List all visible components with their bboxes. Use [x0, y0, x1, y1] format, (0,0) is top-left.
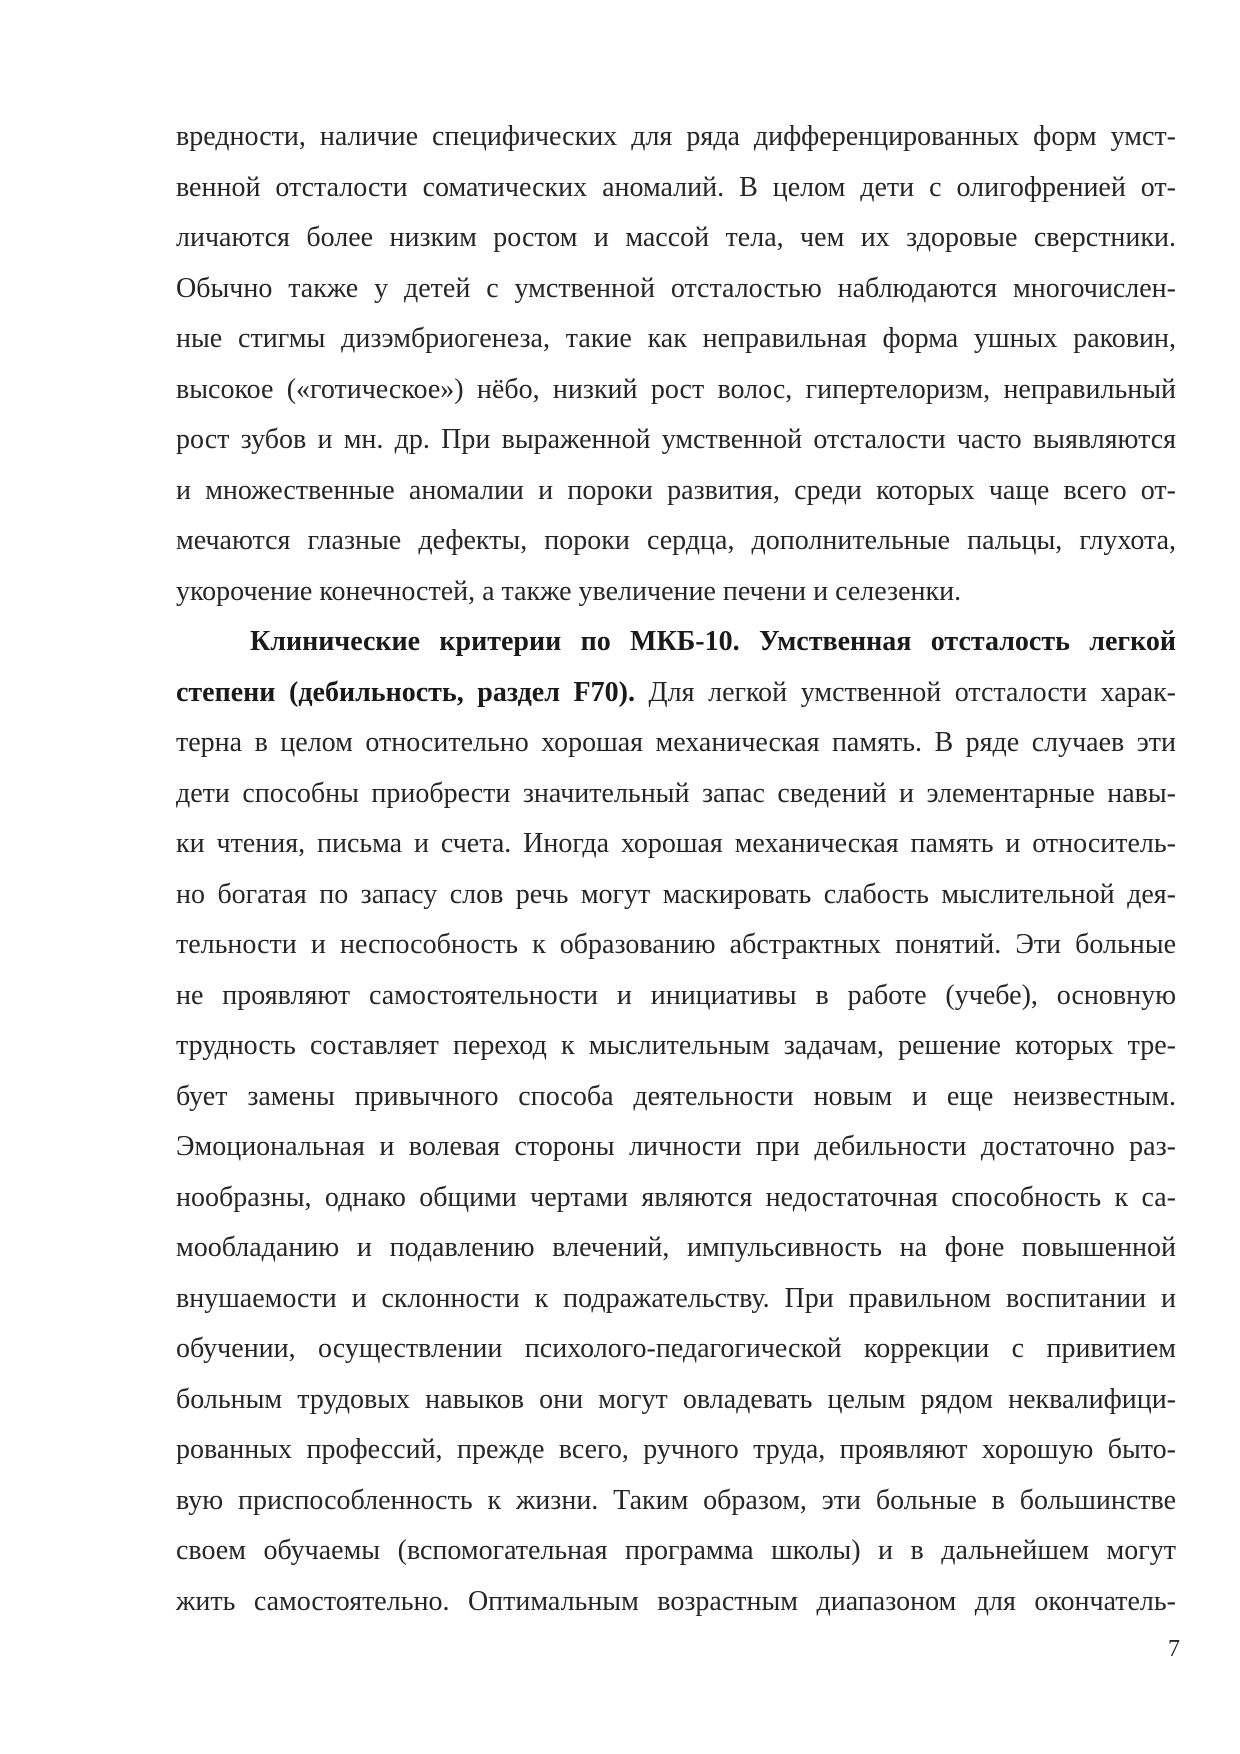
- text-line: Эмоциональная и волевая стороны личности при дебильности достаточно раз-: [176, 1131, 1176, 1162]
- text-line: но богатая по запасу слов речь могут маскировать слабость мыслительной дея-: [176, 878, 1176, 910]
- text-line: внушаемости и склонности к подражательству. При правильном воспитании и: [176, 1282, 1176, 1314]
- paragraph-1: [176, 112, 1176, 617]
- paragraph-2: [176, 617, 1176, 1627]
- text-line: венной отсталости соматических аномалий. В целом дети с олигофренией от-: [176, 171, 1176, 203]
- text-line: обучении, осуществлении психолого-педагогической коррекции с привитием: [176, 1333, 1176, 1364]
- text-line: терна в целом относительно хорошая механическая память. В ряде случаев эти: [176, 727, 1176, 758]
- text-line: бует замены привычного способа деятельности новым и еще неизвестным.: [176, 1080, 1176, 1112]
- text-line: личаются более низким ростом и массой тела, чем их здоровые сверстники.: [176, 222, 1176, 253]
- text-line: [176, 668, 1176, 719]
- text-line: нообразны, однако общими чертами являются недостаточная способность к са-: [176, 1181, 1176, 1213]
- text-line: мообладанию и подавлению влечений, импульсивность на фоне повышенной: [176, 1232, 1176, 1263]
- text-line: и множественные аномалии и пороки развития, среди которых чаще всего от-: [176, 474, 1176, 506]
- text-line: вредности, наличие специфических для ряда дифференцированных форм умст-: [176, 121, 1176, 152]
- text-line: тельности и неспособность к образованию абстрактных понятий. Эти больные: [176, 929, 1176, 960]
- text-line: не проявляют самостоятельности и инициативы в работе (учебе), основную: [176, 979, 1176, 1011]
- page-number: 7: [1168, 1636, 1180, 1662]
- section-heading-end: степени (дебильность, раздел F70).: [176, 676, 635, 708]
- text-line: высокое («готическое») нёбо, низкий рост волос, гипертелоризм, неправильный: [176, 373, 1176, 405]
- text-line: дети способны приобрести значительный запас сведений и элементарные навы-: [176, 777, 1176, 809]
- text-line: мечаются глазные дефекты, пороки сердца, дополнительные пальцы, глухота,: [176, 525, 1176, 556]
- body-text: [176, 112, 1176, 1627]
- text-line: вую приспособленность к жизни. Таким образом, эти больные в большинстве: [176, 1484, 1176, 1516]
- text-line: ки чтения, письма и счета. Иногда хорошая механическая память и относитель-: [176, 828, 1176, 859]
- text-line: своем обучаемы (вспомогательная программа школы) и в дальнейшем могут: [176, 1535, 1176, 1566]
- text-line: ные стигмы дизэмбриогенеза, такие как неправильная форма ушных раковин,: [176, 323, 1176, 354]
- text-line: жить самостоятельно. Оптимальным возрастным диапазоном для окончатель-: [176, 1585, 1176, 1617]
- text-line: больным трудовых навыков они могут овладевать целым рядом неквалифици-: [176, 1383, 1176, 1415]
- text-line: рованных профессий, прежде всего, ручного труда, проявляют хорошую быто-: [176, 1434, 1176, 1465]
- text-line: рост зубов и мн. др. При выраженной умственной отсталости часто выявляются: [176, 424, 1176, 455]
- text-line: укорочение конечностей, а также увеличение печени и селезенки.: [176, 575, 962, 607]
- text-line-rest: Для легкой умственной отсталости харак-: [648, 676, 1176, 708]
- text-line: трудность составляет переход к мыслительным задачам, решение которых тре-: [176, 1030, 1176, 1061]
- text-line: Обычно также у детей с умственной отсталостью наблюдаются многочислен-: [176, 272, 1176, 304]
- section-heading: Клинические критерии по МКБ-10. Умственная отсталость легкой: [250, 626, 1176, 657]
